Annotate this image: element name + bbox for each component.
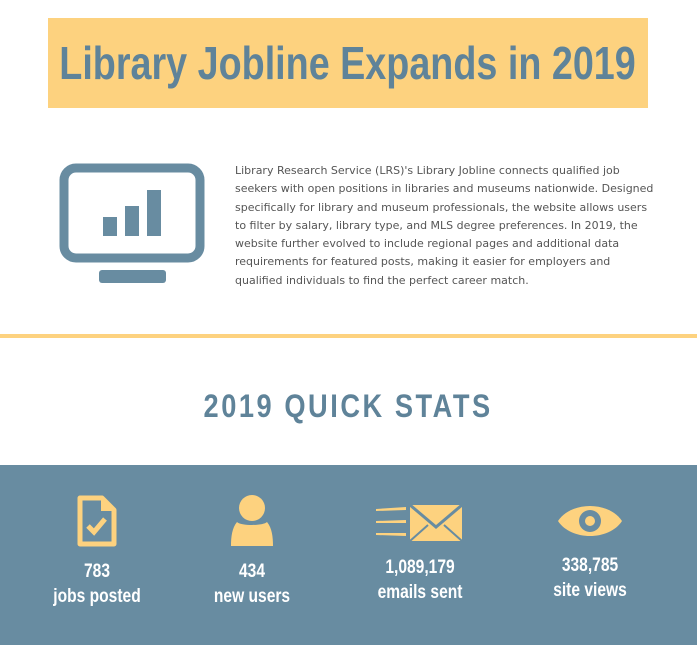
- stat-site-views: 338,785 site views: [505, 495, 675, 602]
- title-banner: [48, 18, 648, 108]
- divider: [0, 334, 697, 338]
- stats-band: [0, 465, 697, 645]
- stat-emails-sent: 1,089,179 emails sent: [335, 495, 505, 604]
- page-title: Library Jobline Expands in 2019: [59, 37, 637, 89]
- stat-new-users: 434 new users: [167, 495, 337, 608]
- user-icon: [229, 495, 275, 547]
- stat-jobs-posted: 783 jobs posted: [12, 495, 182, 608]
- stats-heading: 2019 QUICK STATS: [203, 388, 494, 424]
- eye-icon: [557, 501, 623, 541]
- monitor-chart-icon: [58, 162, 208, 287]
- document-check-icon: [77, 495, 117, 547]
- intro-paragraph: Library Research Service (LRS)'s Library Jobline connects qualified job seekers with open positions in libraries and museums nationwide. Designed specifically for library and museum professionals, the website allows users to filter by salary, library type, and MLS degree preferences. In 2019, the website further evolved to include regional pages and additional data requirements for featured posts, making it easier for employers and qualified individuals to find the perfect career match.: [235, 164, 654, 287]
- envelope-sent-icon: [376, 503, 464, 543]
